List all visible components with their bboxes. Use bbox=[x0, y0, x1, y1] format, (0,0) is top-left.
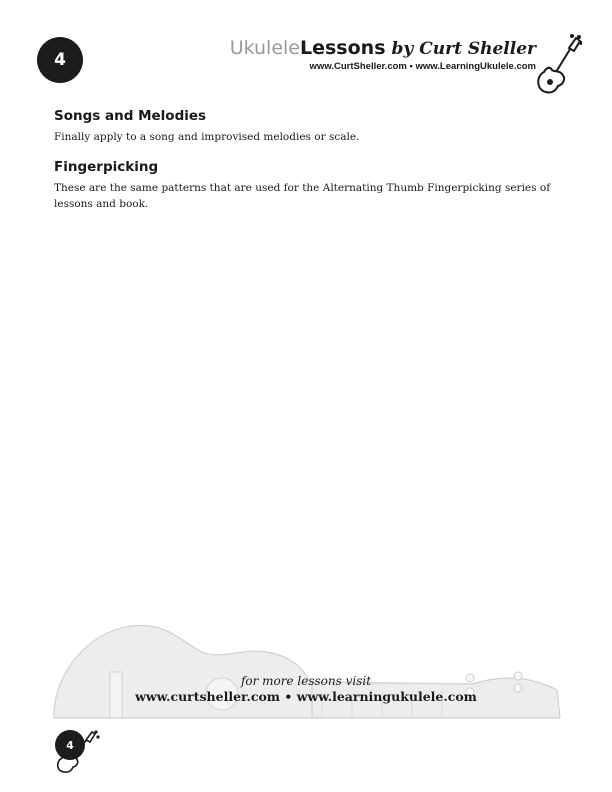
brand-title bbox=[230, 36, 536, 61]
section-body-songs: Finally apply to a song and improvised melodies or scale. bbox=[54, 131, 360, 143]
brand-header bbox=[230, 36, 536, 72]
footer-urls: www.curtsheller.com • www.learningukulele.com bbox=[135, 689, 477, 704]
section-heading-fingerpicking: Fingerpicking bbox=[54, 159, 159, 175]
brand-lessons: Lessons bbox=[300, 37, 386, 59]
page-number-badge bbox=[37, 37, 83, 83]
footer-visit-text: for more lessons visit bbox=[240, 674, 372, 688]
page-content bbox=[54, 108, 564, 226]
page-number: 4 bbox=[54, 50, 66, 70]
section-heading-songs: Songs and Melodies bbox=[54, 108, 207, 124]
ukulele-silhouette bbox=[52, 622, 562, 720]
footer-page-number-badge bbox=[55, 730, 85, 760]
brand-author: by Curt Sheller bbox=[391, 39, 536, 59]
ukulele-icon bbox=[532, 34, 582, 98]
brand-urls: www.CurtSheller.com • www.LearningUkulele.com bbox=[309, 61, 536, 72]
footer-page-number: 4 bbox=[66, 738, 74, 752]
section-body-fingerpicking: These are the same patterns that are used for the Alternating Thumb Fingerpicking series of lessons and book. bbox=[54, 182, 551, 210]
brand-ukulele: Ukulele bbox=[229, 37, 300, 59]
